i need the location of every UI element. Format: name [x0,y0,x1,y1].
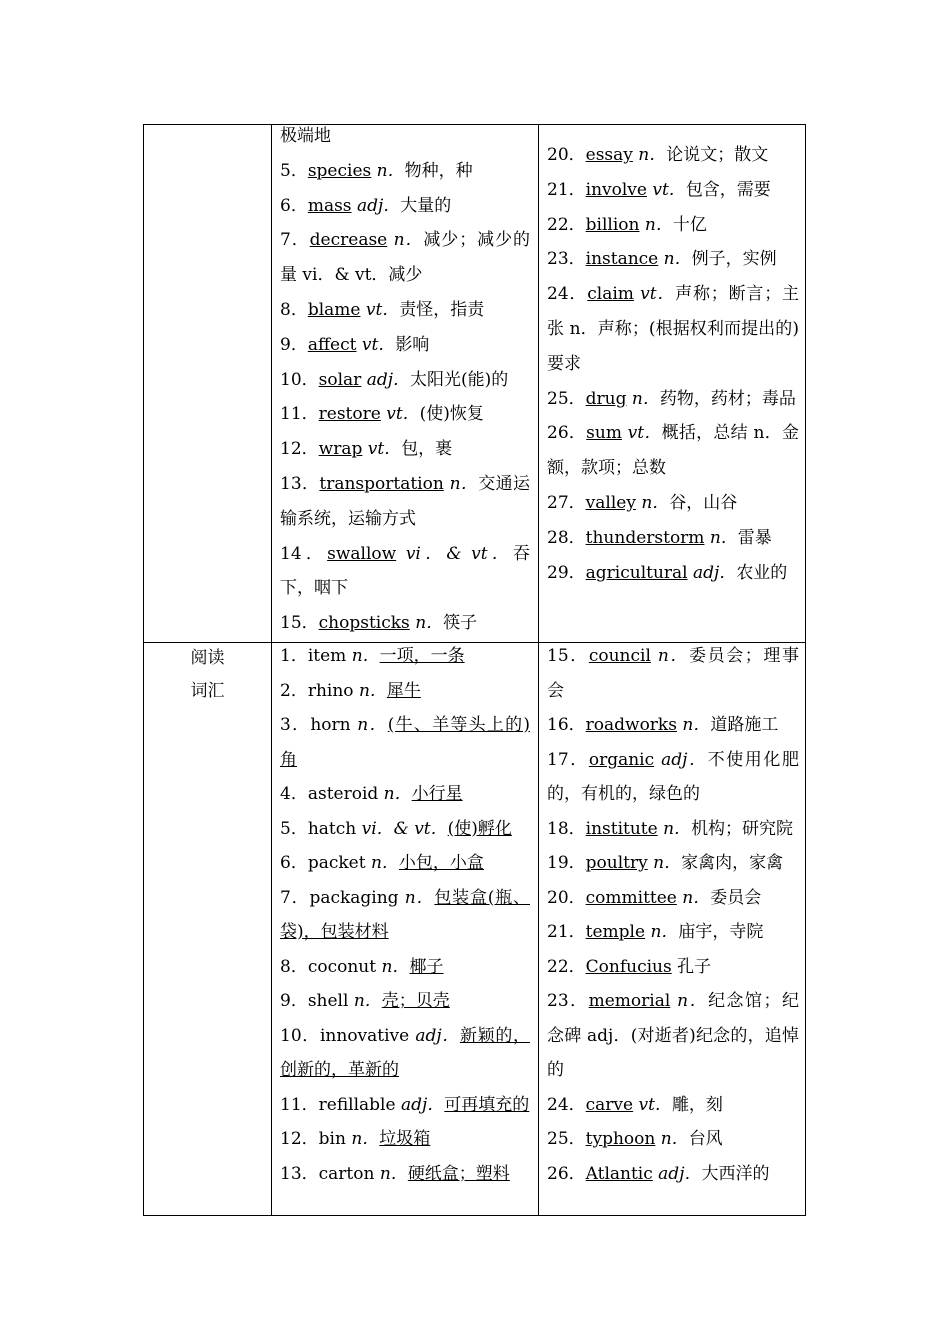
row1-label [144,125,271,642]
entry-word: poultry [585,853,648,873]
entry-definition: 委员会；理事会 [547,646,799,701]
entry-number: 28． [547,527,586,548]
entry-part-of-speech: n． [381,956,410,977]
entry-word: item [307,646,347,666]
entry-number: 29． [547,562,586,583]
entry-word: mass [307,195,352,216]
entry-word: decrease [309,230,388,251]
vocab-entry [547,639,799,708]
vocab-entry [547,1088,799,1123]
entry-definition: 硬纸盒；塑料 [407,1163,510,1184]
entry-number: 1． [280,646,308,666]
entry-definition: 小行星 [411,784,463,804]
entry-definition: 极端地 [280,126,331,146]
entry-number: 22． [547,956,586,977]
entry-part-of-speech: n． [650,922,679,942]
entry-part-of-speech: adj． [356,195,401,216]
entry-part-of-speech: n． [660,1129,689,1149]
entry-number: 16． [547,715,586,735]
entry-definition: 筷子 [443,613,478,634]
entry-number: 9． [280,334,308,355]
entry-part-of-speech: adj． [661,749,708,770]
row2-col2-entries [547,639,799,1215]
row1-col2-entries [547,138,799,642]
vocab-entry [547,416,799,486]
entry-word: carve [585,1094,634,1115]
entry-part-of-speech: vt． [361,334,396,355]
entry-number: 11． [280,1094,319,1115]
entry-number: 23． [547,249,586,270]
entry-part-of-speech: adj． [400,1094,445,1115]
entry-definition: 减少；减少的量 vi．& vt．减少 [280,230,530,286]
entry-part-of-speech: adj． [415,1025,460,1046]
entry-word: roadworks [585,715,677,735]
entry-number: 12． [280,1129,319,1149]
label-line-1: 阅读 [190,648,225,668]
entry-part-of-speech: n． [709,527,738,548]
entry-definition: 小包，小盒 [398,853,484,873]
row2-label [144,642,271,1217]
vocab-entry [280,537,530,607]
entry-number: 23． [547,991,589,1011]
entry-definition: 太阳光(能)的 [410,369,509,390]
vocab-entry [280,1088,530,1123]
vocab-entry [280,119,530,154]
entry-definition: 可再填充的 [444,1094,530,1115]
entry-word: committee [585,887,677,908]
entry-part-of-speech: n． [631,388,660,409]
entry-number: 9． [280,991,308,1011]
entry-part-of-speech: n． [353,991,382,1011]
entry-definition: (牛、羊等头上的)角 [280,715,530,770]
entry-definition: 声称；断言；主张 n．声称；(根据权利而提出的)要求 [547,284,799,374]
entry-part-of-speech: n． [682,887,711,908]
entry-word: chopsticks [318,613,410,634]
entry-word: sum [586,423,622,444]
vocab-entry [280,397,530,432]
entry-definition: 不使用化肥的，有机的，绿色的 [547,749,799,804]
entry-definition: 吞下，咽下 [280,543,530,599]
vocab-entry [547,743,799,812]
entry-word: packaging [309,887,399,908]
entry-part-of-speech: n． [653,853,682,873]
entry-part-of-speech: n． [663,818,692,839]
vocab-entry [547,138,799,173]
entry-number: 21． [547,179,586,200]
vocab-entry [280,467,530,537]
entry-part-of-speech: n． [663,249,692,270]
entry-word: institute [585,818,658,839]
entry-part-of-speech: n． [351,646,380,666]
vocab-entry [280,432,530,467]
entry-definition: 家禽肉，家禽 [681,853,784,873]
entry-word: asteroid [307,784,379,804]
row1-col1-entries [280,119,530,642]
entry-word: council [588,646,651,666]
entry-number: 17． [547,749,589,770]
entry-number: 24． [547,284,588,305]
entry-word: agricultural [585,562,688,583]
entry-part-of-speech: n． [358,680,387,701]
entry-number: 8． [280,299,308,320]
vocab-entry [547,173,799,208]
entry-number: 5． [280,160,308,181]
entry-definition: 包装盒(瓶、袋)，包装材料 [280,887,530,942]
entry-word: rhino [307,680,354,701]
vocab-entry [280,950,530,985]
entry-word: claim [587,284,634,305]
entry-definition: 垃圾箱 [379,1129,431,1149]
entry-number: 3． [280,715,311,735]
entry-definition: 交通运输系统，运输方式 [280,473,530,529]
entry-definition: 影响 [395,334,430,355]
column-divider [271,125,272,1215]
entry-word: hatch [307,818,357,839]
vocab-entry [280,708,530,777]
entry-definition: 论说文；散文 [666,145,769,165]
entry-word: swallow [327,543,397,564]
entry-part-of-speech: vt． [367,439,402,460]
entry-definition: 孔子 [677,956,712,977]
vocab-entry [280,1157,530,1192]
entry-word: essay [585,145,633,165]
entry-word: shell [307,991,349,1011]
vocab-entry [547,242,799,277]
entry-definition: 十亿 [672,214,707,235]
entry-part-of-speech: n． [370,853,399,873]
entry-part-of-speech: vt． [627,423,662,444]
entry-definition: 台风 [688,1129,723,1149]
entry-definition: 责怪，指责 [399,299,485,320]
entry-word: temple [585,922,646,942]
entry-part-of-speech: n． [383,784,412,804]
vocab-entry [280,846,530,881]
entry-word: solar [318,369,362,390]
entry-definition: 道路施工 [710,715,779,735]
vocab-entry [280,223,530,293]
entry-definition: (使)孵化 [447,818,512,839]
entry-number: 6． [280,195,308,216]
entry-number: 4． [280,784,308,804]
entry-definition: 例子，实例 [691,249,777,270]
entry-definition: 物种，种 [404,160,473,181]
entry-word: valley [585,492,636,513]
entry-word: horn [310,715,351,735]
entry-number: 6． [280,853,308,873]
entry-part-of-speech: vt． [365,299,400,320]
entry-part-of-speech: adj． [366,369,411,390]
vocab-entry [280,606,530,641]
entry-word: billion [585,214,640,235]
entry-part-of-speech: adj． [693,562,737,583]
entry-word: Atlantic [585,1163,653,1184]
entry-number: 22． [547,214,586,235]
entry-number: 13． [280,473,320,494]
entry-definition: 纪念馆；纪念碑 adj．(对逝者)纪念的，追悼的 [547,991,799,1080]
vocab-entry [547,812,799,847]
entry-definition: 概括，总结 n．金额，款项；总数 [547,423,799,479]
entry-definition: 一项，一条 [379,646,465,666]
entry-number: 25． [547,388,586,409]
vocab-entry [547,915,799,950]
entry-word: drug [585,388,627,409]
label-line-2: 词汇 [190,681,225,701]
entry-number: 20． [547,887,586,908]
vocab-entry [280,154,530,189]
column-divider [538,125,539,1215]
entry-part-of-speech: n． [638,145,667,165]
entry-number: 7． [280,230,310,251]
entry-number: 25． [547,1129,586,1149]
entry-definition: 大西洋的 [701,1163,770,1184]
entry-part-of-speech: n． [379,1163,408,1184]
entry-word: refillable [318,1094,396,1115]
entry-word: restore [318,404,381,425]
vocab-entry [280,777,530,812]
entry-word: packet [307,853,366,873]
entry-part-of-speech: vi．& vt． [405,543,514,564]
entry-definition: 谷，山谷 [669,492,738,513]
entry-word: involve [585,179,647,200]
vocab-entry [547,881,799,916]
entry-word: carton [318,1163,375,1184]
vocab-entry [547,984,799,1088]
vocab-entry [280,363,530,398]
entry-word: bin [318,1129,346,1149]
vocab-entry [547,1157,799,1192]
entry-part-of-speech: n． [393,230,424,251]
entry-definition: 新颖的，创新的，革新的 [280,1025,530,1080]
entry-number: 11． [280,404,319,425]
entry-number: 19． [547,853,586,873]
entry-part-of-speech: vt． [640,284,676,305]
entry-part-of-speech: n． [657,646,690,666]
vocab-entry [547,708,799,743]
vocab-entry [547,1122,799,1157]
entry-definition: 委员会 [710,887,762,908]
entry-number: 26． [547,1163,586,1184]
entry-part-of-speech: vi．& vt． [361,818,448,839]
entry-number: 13． [280,1163,319,1184]
entry-number: 7． [280,887,310,908]
vocab-entry [547,950,799,985]
entry-word: blame [307,299,361,320]
row2-col1-entries [280,639,530,1215]
vocab-entry [280,293,530,328]
entry-definition: (使)恢复 [419,404,484,425]
entry-definition: 药物，药材；毒品 [659,388,796,409]
entry-number: 27． [547,492,586,513]
entry-part-of-speech: adj． [658,1163,702,1184]
entry-definition: 农业的 [736,562,788,583]
entry-definition: 壳；贝壳 [381,991,450,1011]
entry-number: 20． [547,145,586,165]
entry-number: 24． [547,1094,586,1115]
entry-number: 15． [280,613,319,634]
entry-definition: 大量的 [400,195,452,216]
vocab-entry [280,674,530,709]
entry-number: 10． [280,369,319,390]
entry-number: 14． [280,543,328,564]
entry-definition: 包含，需要 [685,179,771,200]
entry-part-of-speech: n． [415,613,444,634]
entry-word: coconut [307,956,377,977]
vocab-entry [280,881,530,950]
entry-word: thunderstorm [585,527,705,548]
entry-number: 2． [280,680,308,701]
entry-word: memorial [588,991,671,1011]
entry-part-of-speech: vt． [386,404,420,425]
vocab-entry [547,208,799,243]
entry-number: 5． [280,818,308,839]
entry-number: 15． [547,646,589,666]
entry-part-of-speech: vt． [638,1094,672,1115]
entry-word: innovative [319,1025,410,1046]
entry-definition: 包，裹 [401,439,453,460]
entry-part-of-speech: n． [677,991,709,1011]
vocab-entry [547,382,799,417]
vocab-entry [547,277,799,381]
entry-definition: 庙宇，寺院 [678,922,764,942]
entry-word: transportation [319,473,444,494]
vocab-entry [280,189,530,224]
entry-part-of-speech: n． [357,715,388,735]
entry-word: wrap [318,439,363,460]
entry-word: organic [588,749,655,770]
entry-part-of-speech: vt． [652,179,686,200]
vocab-entry [280,984,530,1019]
entry-number: 12． [280,439,319,460]
entry-word: typhoon [585,1129,656,1149]
entry-number: 8． [280,956,308,977]
entry-word: species [307,160,372,181]
vocab-entry [547,846,799,881]
entry-part-of-speech: n． [449,473,479,494]
vocabulary-table [143,124,806,1216]
vocab-entry [280,1122,530,1157]
entry-definition: 雷暴 [737,527,772,548]
entry-part-of-speech: n． [644,214,673,235]
entry-part-of-speech: n． [404,887,435,908]
vocab-entry [280,812,530,847]
entry-number: 18． [547,818,586,839]
entry-number: 26． [547,423,587,444]
vocab-entry [280,639,530,674]
entry-part-of-speech: n． [682,715,711,735]
entry-word: Confucius [585,956,672,977]
entry-word: affect [307,334,357,355]
vocab-entry [280,328,530,363]
vocab-entry [547,521,799,556]
entry-word: instance [585,249,659,270]
entry-part-of-speech: n． [351,1129,380,1149]
entry-definition: 犀牛 [386,680,421,701]
vocab-entry [547,486,799,521]
entry-definition: 机构；研究院 [691,818,794,839]
entry-part-of-speech: n． [641,492,670,513]
entry-number: 21． [547,922,586,942]
vocab-entry [547,556,799,591]
entry-part-of-speech: n． [376,160,405,181]
entry-definition: 椰子 [409,956,444,977]
vocab-entry [280,1019,530,1088]
entry-number: 10． [280,1025,320,1046]
entry-definition: 雕，刻 [671,1094,723,1115]
